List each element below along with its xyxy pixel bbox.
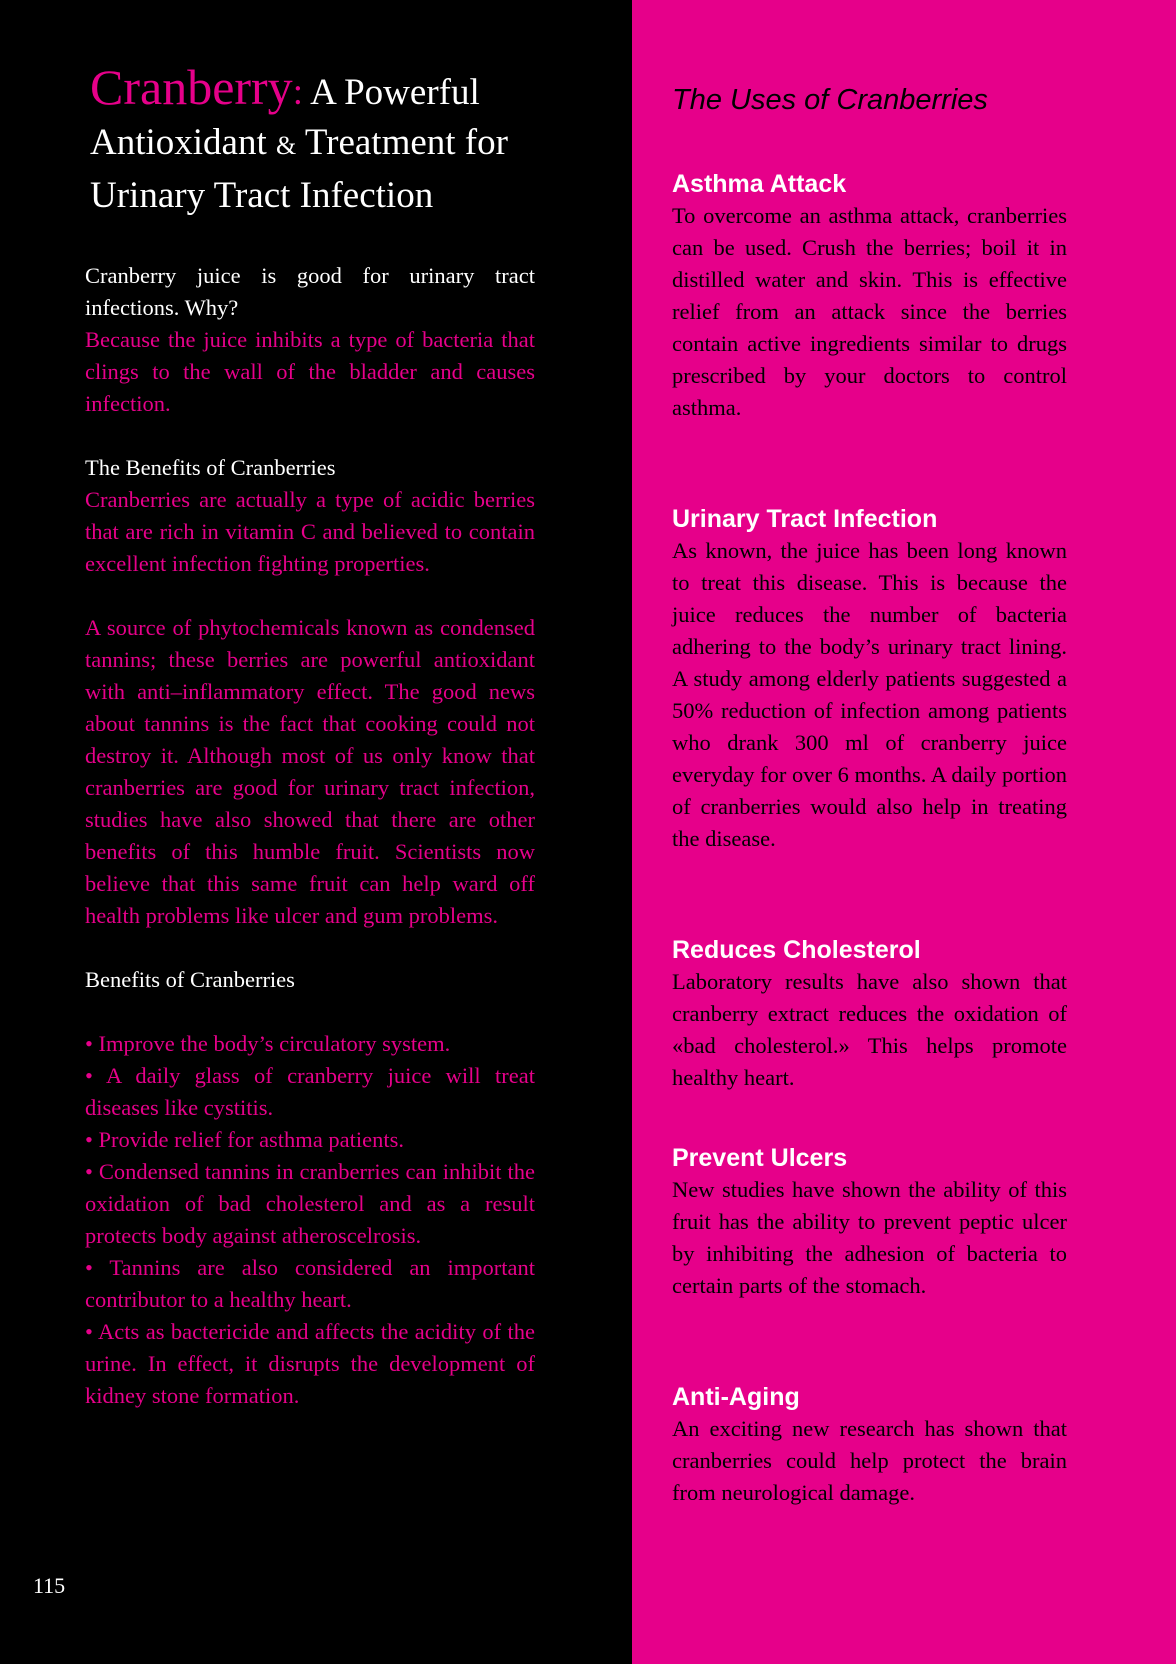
section-heading: Anti-Aging (672, 1383, 800, 1411)
section-prevent-ulcers (672, 1142, 1067, 1302)
intro-answer: Because the juice inhibits a type of bacteria that clings to the wall of the bladder and causes infection. (85, 327, 535, 416)
section-urinary-tract-infection (672, 503, 1067, 855)
list-item: • Improve the body’s circulatory system. (85, 1031, 451, 1056)
benefits-text: Cranberries are actually a type of acidic berries that are rich in vitamin C and believed to contain excellent infection fighting properties. (85, 487, 535, 576)
section-reduces-cholesterol (672, 934, 1067, 1094)
benefits-list (85, 1028, 535, 1412)
list-item: • Acts as bactericide and affects the acidity of the urine. In effect, it disrupts the development of kidney stone formation. (85, 1319, 535, 1408)
list-item: • A daily glass of cranberry juice will treat diseases like cystitis. (85, 1063, 535, 1120)
title-line2b: Treatment for (296, 122, 508, 163)
title-line2a: Antioxidant (90, 122, 277, 163)
list-item: • Provide relief for asthma patients. (85, 1127, 405, 1152)
left-body (85, 260, 535, 1412)
section-heading: Urinary Tract Infection (672, 505, 938, 533)
section-text: As known, the juice has been long known to treat this disease. This is because the juice reduces the number of bacteria adhering to the body’s urinary tract lining. A study among elderly patients suggested a 50% reduction of infection among patients who drank 300 ml of cranberry juice everyday for over 6 months. A daily portion of cranberries would also help in treating the disease. (672, 538, 1067, 851)
title-rest1: A Powerful (302, 72, 480, 113)
section-anti-aging (672, 1381, 1067, 1509)
list-item: • Condensed tannins in cranberries can inhibit the oxidation of bad cholesterol and as a result protects body against atheroscelrosis. (85, 1159, 535, 1248)
phytochemicals-text: A source of phytochemicals known as condensed tannins; these berries are powerful antioxidant with anti–inflammatory effect. The good news about tannins is the fact that cooking could not destroy it. Although most of us only know that cranberries are good for urinary tract infection, studies have also showed that there are other benefits of this humble fruit. Scientists now believe that this same fruit can help ward off health problems like ulcer and gum problems. (85, 615, 535, 928)
page-title (90, 59, 550, 221)
title-line3: Urinary Tract Infection (90, 175, 434, 216)
intro-question: Cranberry juice is good for urinary tract infections. Why? (85, 263, 535, 320)
list-heading: Benefits of Cranberries (85, 967, 295, 992)
section-heading: Reduces Cholesterol (672, 936, 921, 964)
section-text: To overcome an asthma attack, cranberries can be used. Crush the berries; boil it in distilled water and skin. This is effective relief from an attack since the berries contain active ingredients similar to drugs prescribed by your doctors to control asthma. (672, 203, 1067, 420)
title-colon: : (292, 72, 303, 113)
section-text: Laboratory results have also shown that cranberry extract reduces the oxidation of «bad cholesterol.» This helps promote healthy heart. (672, 969, 1067, 1090)
uses-title: The Uses of Cranberries (672, 84, 988, 116)
title-brand: Cranberry (90, 59, 293, 115)
list-item: • Tannins are also considered an important contributor to a healthy heart. (85, 1255, 535, 1312)
title-ampersand: & (276, 131, 297, 160)
benefits-heading: The Benefits of Cranberries (85, 455, 336, 480)
section-text: An exciting new research has shown that cranberries could help protect the brain from neurological damage. (672, 1416, 1067, 1505)
section-heading: Prevent Ulcers (672, 1144, 848, 1172)
section-text: New studies have shown the ability of this fruit has the ability to prevent peptic ulcer by inhibiting the adhesion of bacteria to certain parts of the stomach. (672, 1177, 1067, 1298)
section-heading: Asthma Attack (672, 170, 847, 198)
section-asthma-attack (672, 168, 1067, 424)
page-number: 115 (33, 1573, 66, 1598)
